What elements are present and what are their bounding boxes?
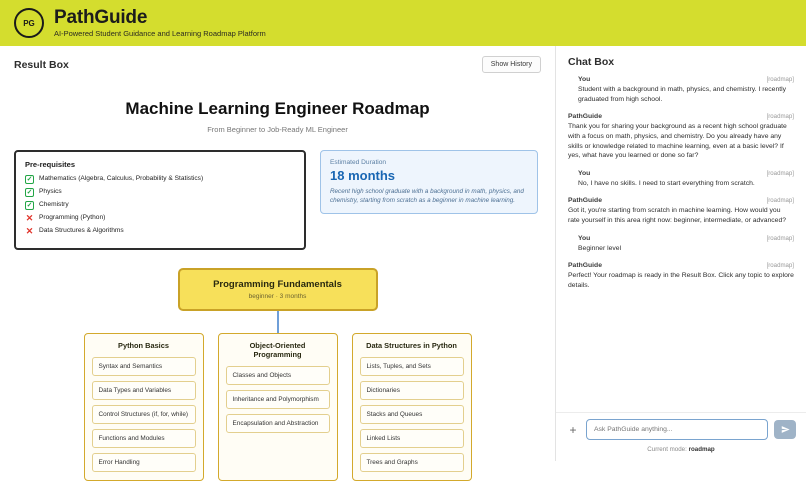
chat-message-tag: [roadmap]	[766, 234, 794, 242]
prerequisite-label: Programming (Python)	[39, 214, 106, 221]
check-icon: ✓	[26, 202, 33, 209]
topic-item[interactable]: Syntax and Semantics	[92, 357, 196, 376]
main-body	[0, 46, 806, 466]
prerequisites-card	[14, 150, 306, 250]
duration-note: Recent high school graduate with a background in math, physics, and chemistry, starting from scratch as a beginner in machine learning.	[330, 188, 524, 204]
cross-icon: ✕	[25, 226, 34, 236]
topic-item[interactable]: Stacks and Queues	[360, 405, 464, 424]
attach-plus-icon[interactable]: +	[569, 422, 577, 437]
chat-message-text: No, I have no skills. I need to start everything from scratch.	[578, 179, 755, 187]
chat-message-text: Student with a background in math, physics, and chemistry. I recently graduated from high school.	[578, 86, 787, 103]
prerequisite-item	[25, 175, 295, 184]
stage-node-title: Programming Fundamentals	[213, 279, 342, 290]
topic-item[interactable]: Inheritance and Polymorphism	[226, 390, 330, 409]
chat-message-tag: [roadmap]	[766, 113, 794, 121]
chat-message-author: PathGuide	[568, 262, 602, 270]
topic-item[interactable]: Linked Lists	[360, 429, 464, 448]
result-panel-header	[0, 46, 555, 79]
chat-message-author: PathGuide	[568, 113, 602, 121]
send-button[interactable]	[774, 420, 796, 439]
topic-card-title: Object-Oriented Programming	[249, 341, 306, 359]
brand-block	[54, 8, 266, 38]
chat-message-author: You	[578, 169, 591, 177]
stage-node-programming-fundamentals[interactable]	[178, 268, 378, 311]
prerequisites-title: Pre-requisites	[25, 160, 76, 169]
chat-message	[568, 113, 794, 161]
prerequisite-label: Data Structures & Algorithms	[39, 227, 124, 234]
result-panel-title: Result Box	[14, 58, 69, 71]
topic-card-data-structures-in-python[interactable]	[352, 333, 472, 481]
prerequisite-item	[25, 214, 295, 223]
chat-message-tag: [roadmap]	[766, 197, 794, 205]
roadmap-canvas[interactable]	[0, 79, 555, 481]
chat-message-text: Thank you for sharing your background as a recent high school graduate with a focus on math, physics, and chemistry. Do you already have any skills or knowledge related to machine learning, even at a basic level? If yes, what have you learned or done so far?	[568, 123, 787, 160]
chat-message-text: Beginner level	[578, 244, 622, 252]
chat-message	[568, 235, 794, 254]
roadmap-subtitle: From Beginner to Job-Ready ML Engineer	[207, 125, 348, 134]
topic-item[interactable]: Control Structures (if, for, while)	[92, 405, 196, 424]
chat-message-text: Perfect! Your roadmap is ready in the Result Box. Click any topic to explore details.	[568, 272, 794, 290]
chat-message-text: Got it, you're starting from scratch in machine learning. How would you rate yourself in this area right now: beginner, intermediate, or advanced?	[568, 207, 787, 225]
app-header	[0, 0, 806, 46]
duration-label: Estimated Duration	[330, 159, 387, 166]
cross-icon: ✕	[25, 213, 34, 223]
prerequisite-label: Physics	[39, 188, 62, 195]
roadmap-title: Machine Learning Engineer Roadmap	[125, 99, 430, 118]
stage-node-meta: beginner · 3 months	[248, 293, 307, 300]
topic-card-python-basics[interactable]	[84, 333, 204, 481]
topic-columns	[14, 333, 541, 481]
prerequisite-item	[25, 227, 295, 236]
send-icon	[781, 425, 790, 434]
prerequisite-label: Chemistry	[39, 201, 69, 208]
chat-message	[568, 197, 794, 225]
topic-item[interactable]: Dictionaries	[360, 381, 464, 400]
current-mode-line	[566, 446, 796, 453]
chat-message-author: You	[578, 76, 591, 83]
chat-message-tag: [roadmap]	[766, 262, 794, 270]
chat-panel	[556, 46, 806, 461]
show-history-button[interactable]: Show History	[482, 56, 541, 73]
connector-line	[277, 311, 279, 333]
prerequisite-item	[25, 188, 295, 197]
chat-input[interactable]	[586, 419, 768, 440]
chat-message-list[interactable]	[556, 74, 806, 412]
chat-message	[568, 76, 794, 104]
check-icon: ✓	[26, 189, 33, 196]
chat-panel-title: Chat Box	[568, 56, 615, 68]
current-mode-value: roadmap	[688, 446, 715, 453]
duration-value: 18 months	[330, 168, 396, 183]
prerequisite-label: Mathematics (Algebra, Calculus, Probability & Statistics)	[39, 175, 204, 182]
topic-item[interactable]: Trees and Graphs	[360, 453, 464, 472]
current-mode-label: Current mode:	[647, 446, 687, 453]
logo-initials: PG	[23, 18, 35, 28]
chat-message-tag: [roadmap]	[766, 169, 794, 177]
check-icon: ✓	[26, 176, 33, 183]
topic-card-title: Python Basics	[118, 341, 169, 350]
chat-composer	[556, 412, 806, 461]
chat-message	[568, 262, 794, 290]
topic-card-object-oriented-programming[interactable]	[218, 333, 338, 481]
prerequisite-item	[25, 201, 295, 210]
topic-item[interactable]: Classes and Objects	[226, 366, 330, 385]
chat-message-tag: [roadmap]	[766, 76, 794, 83]
chat-message-author: PathGuide	[568, 197, 602, 205]
brand-tagline: AI-Powered Student Guidance and Learning Roadmap Platform	[54, 28, 266, 38]
chat-message-author: You	[578, 234, 591, 242]
chat-message	[568, 170, 794, 189]
topic-card-title: Data Structures in Python	[366, 341, 457, 350]
result-panel	[0, 46, 556, 466]
topic-item[interactable]: Error Handling	[92, 453, 196, 472]
topic-item[interactable]: Functions and Modules	[92, 429, 196, 448]
roadmap-top-row	[14, 150, 541, 250]
topic-item[interactable]: Encapsulation and Abstraction	[226, 414, 330, 433]
topic-item[interactable]: Lists, Tuples, and Sets	[360, 357, 464, 376]
app-logo	[14, 8, 44, 38]
brand-title: PathGuide	[54, 7, 148, 29]
topic-item[interactable]: Data Types and Variables	[92, 381, 196, 400]
estimated-duration-card	[320, 150, 538, 214]
stage-row	[14, 268, 541, 311]
